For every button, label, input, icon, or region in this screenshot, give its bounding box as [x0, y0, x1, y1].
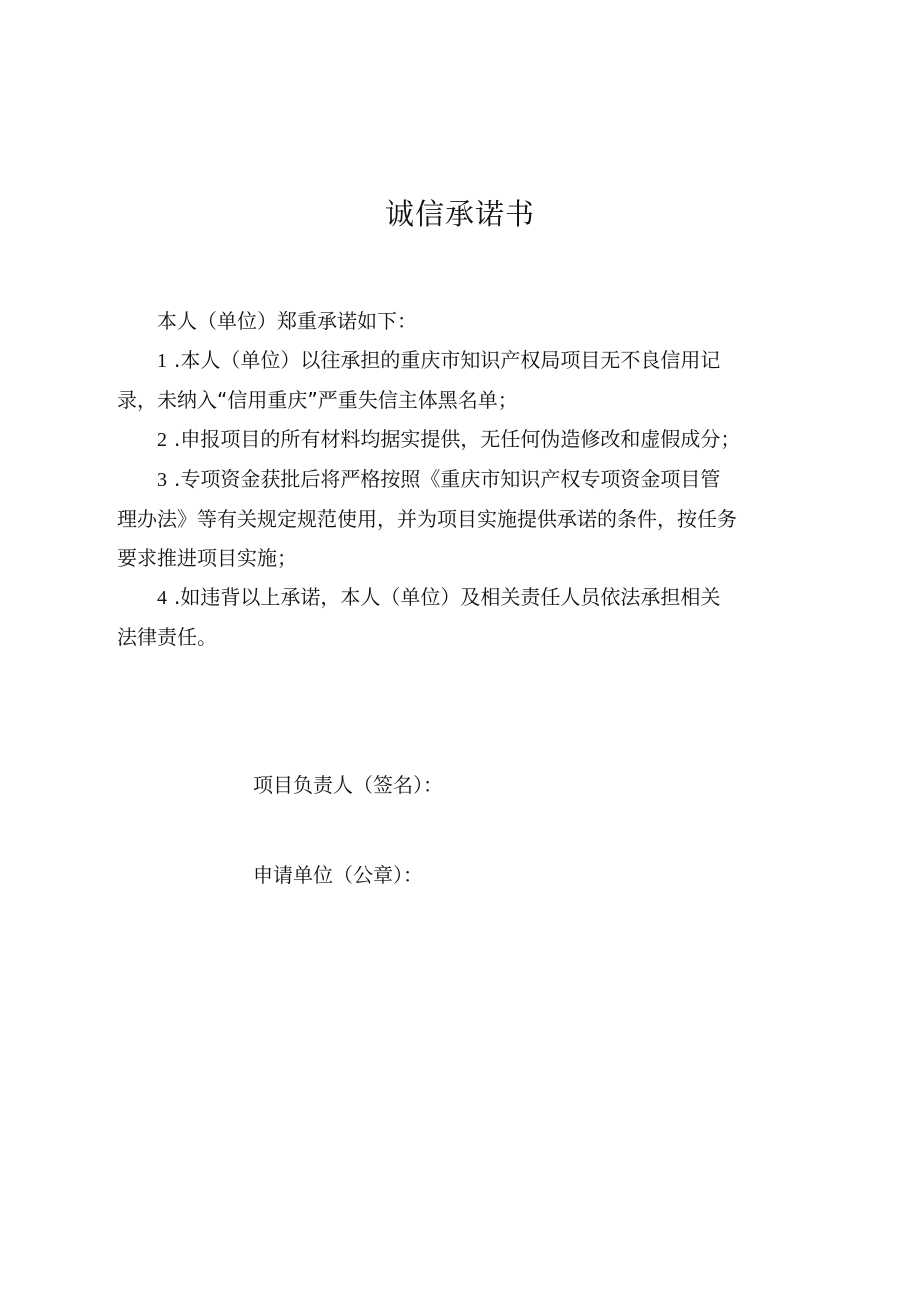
item-number: 4: [157, 587, 167, 609]
item-text-line: .如违背以上承诺，本人（单位）及相关责任人员依法承担相关: [174, 585, 721, 609]
project-leader-signature-label: 项目负责人（签名）：: [253, 773, 443, 797]
item-text-line: 要求推进项目实施；: [117, 546, 297, 570]
item-number: 3: [157, 469, 167, 491]
document-body: [117, 302, 829, 657]
item-text-line: 理办法》等有关规定规范使用，并为项目实施提供承诺的条件，按任务: [117, 507, 737, 531]
item-text-line: 录，未纳入“信用重庆”严重失信主体黑名单；: [117, 388, 518, 412]
item-text-line: 法律责任。: [117, 625, 217, 649]
intro-paragraph: 本人（单位）郑重承诺如下：: [157, 309, 417, 333]
applicant-seal-label: 申请单位（公章）：: [253, 863, 423, 887]
item-text-line: .专项资金获批后将严格按照《重庆市知识产权专项资金项目管: [174, 467, 721, 491]
item-number: 2: [157, 429, 167, 451]
commitment-item-4: [117, 578, 829, 657]
commitment-item-2: [117, 420, 829, 460]
document-title: 诚信承诺书: [384, 197, 535, 231]
commitment-item-1: [117, 341, 829, 420]
item-text-line: .申报项目的所有材料均据实提供，无任何伪造修改和虚假成分；: [174, 427, 741, 451]
item-number: 1: [157, 350, 167, 372]
item-text-line: .本人（单位）以往承担的重庆市知识产权局项目无不良信用记: [174, 348, 721, 372]
commitment-item-3: [117, 460, 829, 578]
